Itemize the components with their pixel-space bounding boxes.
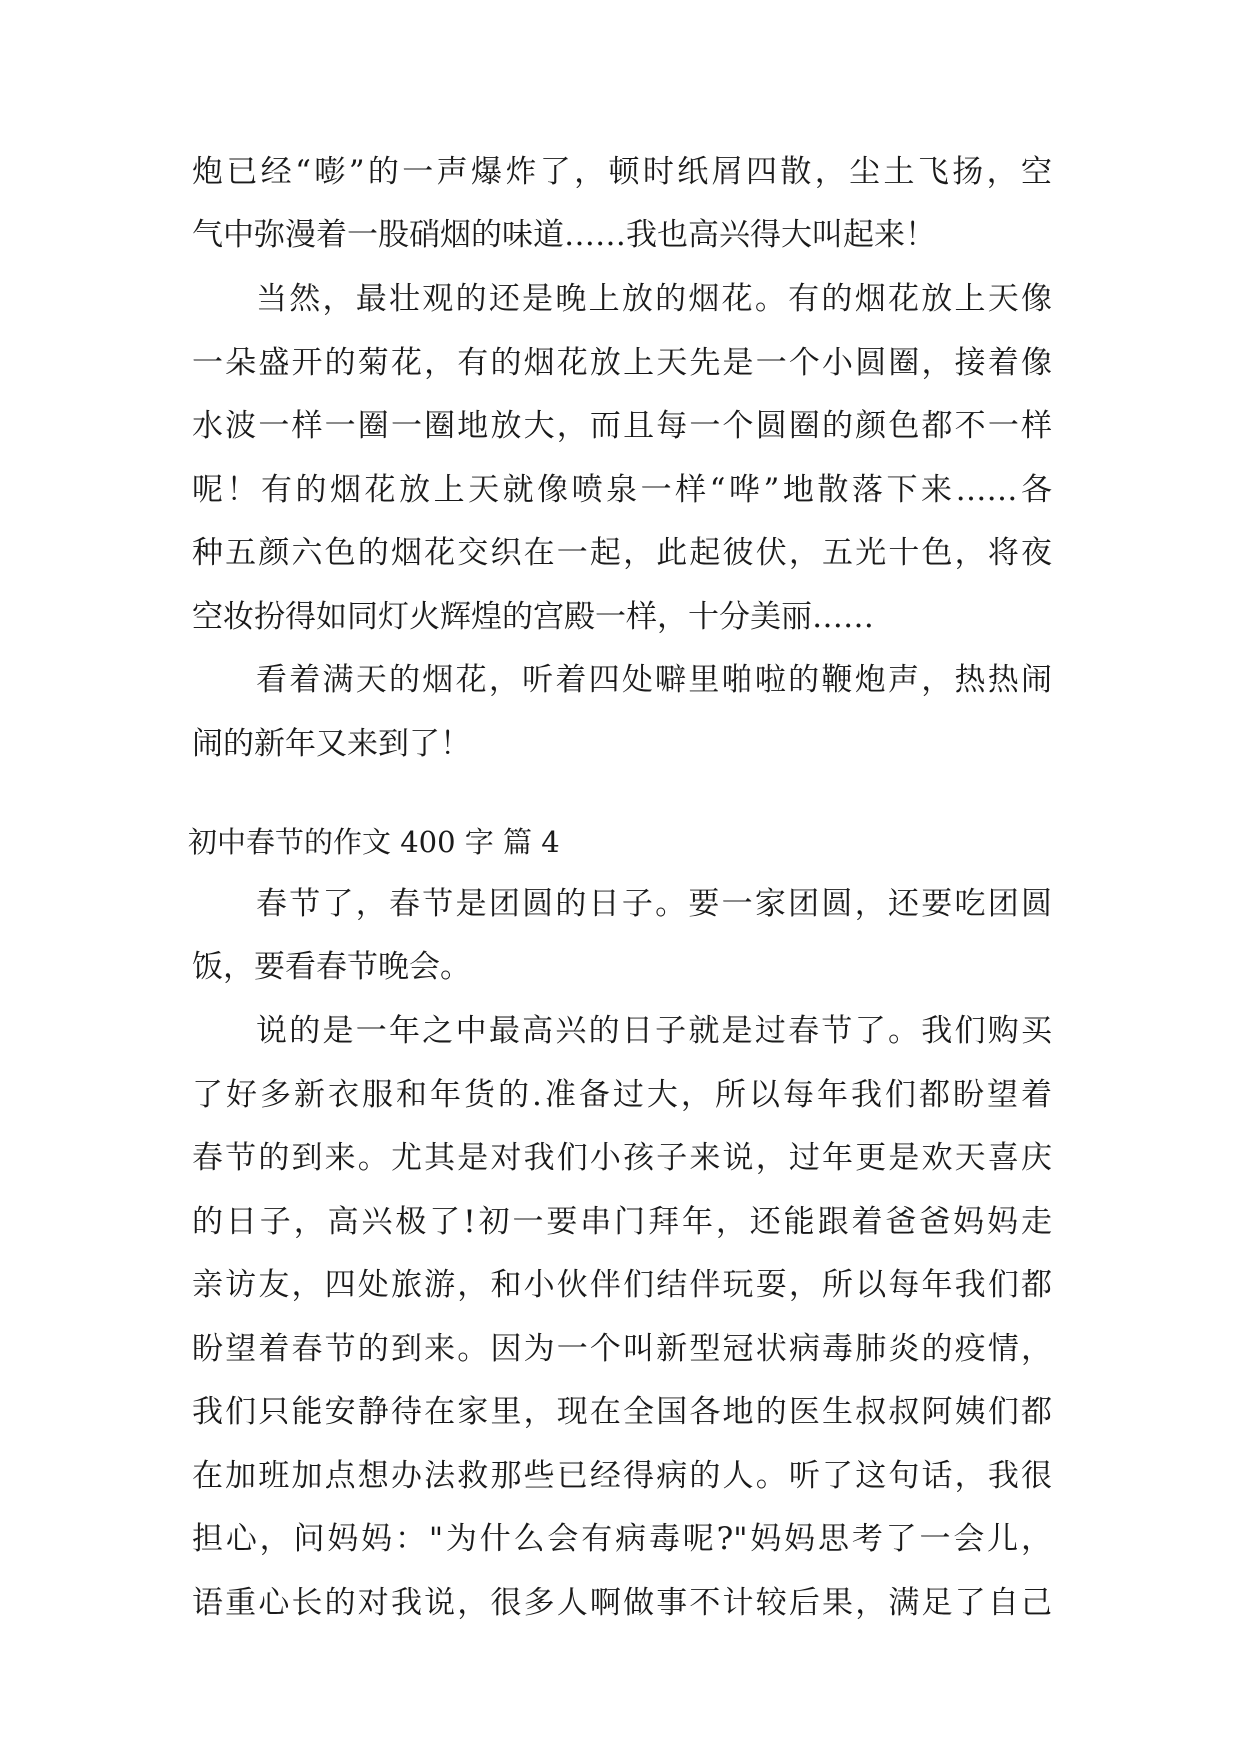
paragraph-line: 亲访友，四处旅游，和小伙伴们结伴玩耍，所以每年我们都 <box>192 1267 1052 1303</box>
paragraph-line: 饭，要看春节晚会。 <box>192 949 471 985</box>
paragraph-line: 一朵盛开的菊花，有的烟花放上天先是一个小圆圈，接着像 <box>192 345 1052 381</box>
paragraph-line: 当然，最壮观的还是晚上放的烟花。有的烟花放上天像 <box>256 281 1052 317</box>
paragraph-line: 担心，问妈妈："为什么会有病毒呢?"妈妈思考了一会儿， <box>192 1521 1052 1557</box>
paragraph-line: 在加班加点想办法救那些已经得病的人。听了这句话，我很 <box>192 1458 1052 1494</box>
paragraph-line: 水波一样一圈一圈地放大，而且每一个圆圈的颜色都不一样 <box>192 408 1052 444</box>
paragraph-line: 种五颜六色的烟花交织在一起，此起彼伏，五光十色，将夜 <box>192 535 1052 571</box>
paragraph-line: 炮已经“嘭”的一声爆炸了，顿时纸屑四散，尘土飞扬，空 <box>192 154 1052 190</box>
paragraph-line: 春节的到来。尤其是对我们小孩子来说，过年更是欢天喜庆 <box>192 1140 1052 1176</box>
paragraph-line: 语重心长的对我说，很多人啊做事不计较后果，满足了自己 <box>192 1585 1052 1621</box>
section-heading: 初中春节的作文 400 字 篇 4 <box>188 825 560 859</box>
paragraph-line: 呢！有的烟花放上天就像喷泉一样“哗”地散落下来……各 <box>192 472 1052 508</box>
paragraph-line: 春节了，春节是团圆的日子。要一家团圆，还要吃团圆 <box>256 886 1052 922</box>
paragraph-line: 了好多新衣服和年货的.准备过大，所以每年我们都盼望着 <box>192 1077 1052 1113</box>
paragraph-line: 我们只能安静待在家里，现在全国各地的医生叔叔阿姨们都 <box>192 1394 1052 1430</box>
paragraph-line: 的日子，高兴极了!初一要串门拜年，还能跟着爸爸妈妈走 <box>192 1204 1052 1240</box>
paragraph-line: 空妆扮得如同灯火辉煌的宫殿一样，十分美丽…… <box>192 599 874 635</box>
paragraph-line: 看着满天的烟花，听着四处噼里啪啦的鞭炮声，热热闹 <box>256 662 1052 698</box>
paragraph-line: 气中弥漫着一股硝烟的味道……我也高兴得大叫起来！ <box>192 217 936 253</box>
paragraph-line: 闹的新年又来到了！ <box>192 726 471 762</box>
paragraph-line: 盼望着春节的到来。因为一个叫新型冠状病毒肺炎的疫情， <box>192 1331 1052 1367</box>
paragraph-line: 说的是一年之中最高兴的日子就是过春节了。我们购买 <box>256 1013 1052 1049</box>
